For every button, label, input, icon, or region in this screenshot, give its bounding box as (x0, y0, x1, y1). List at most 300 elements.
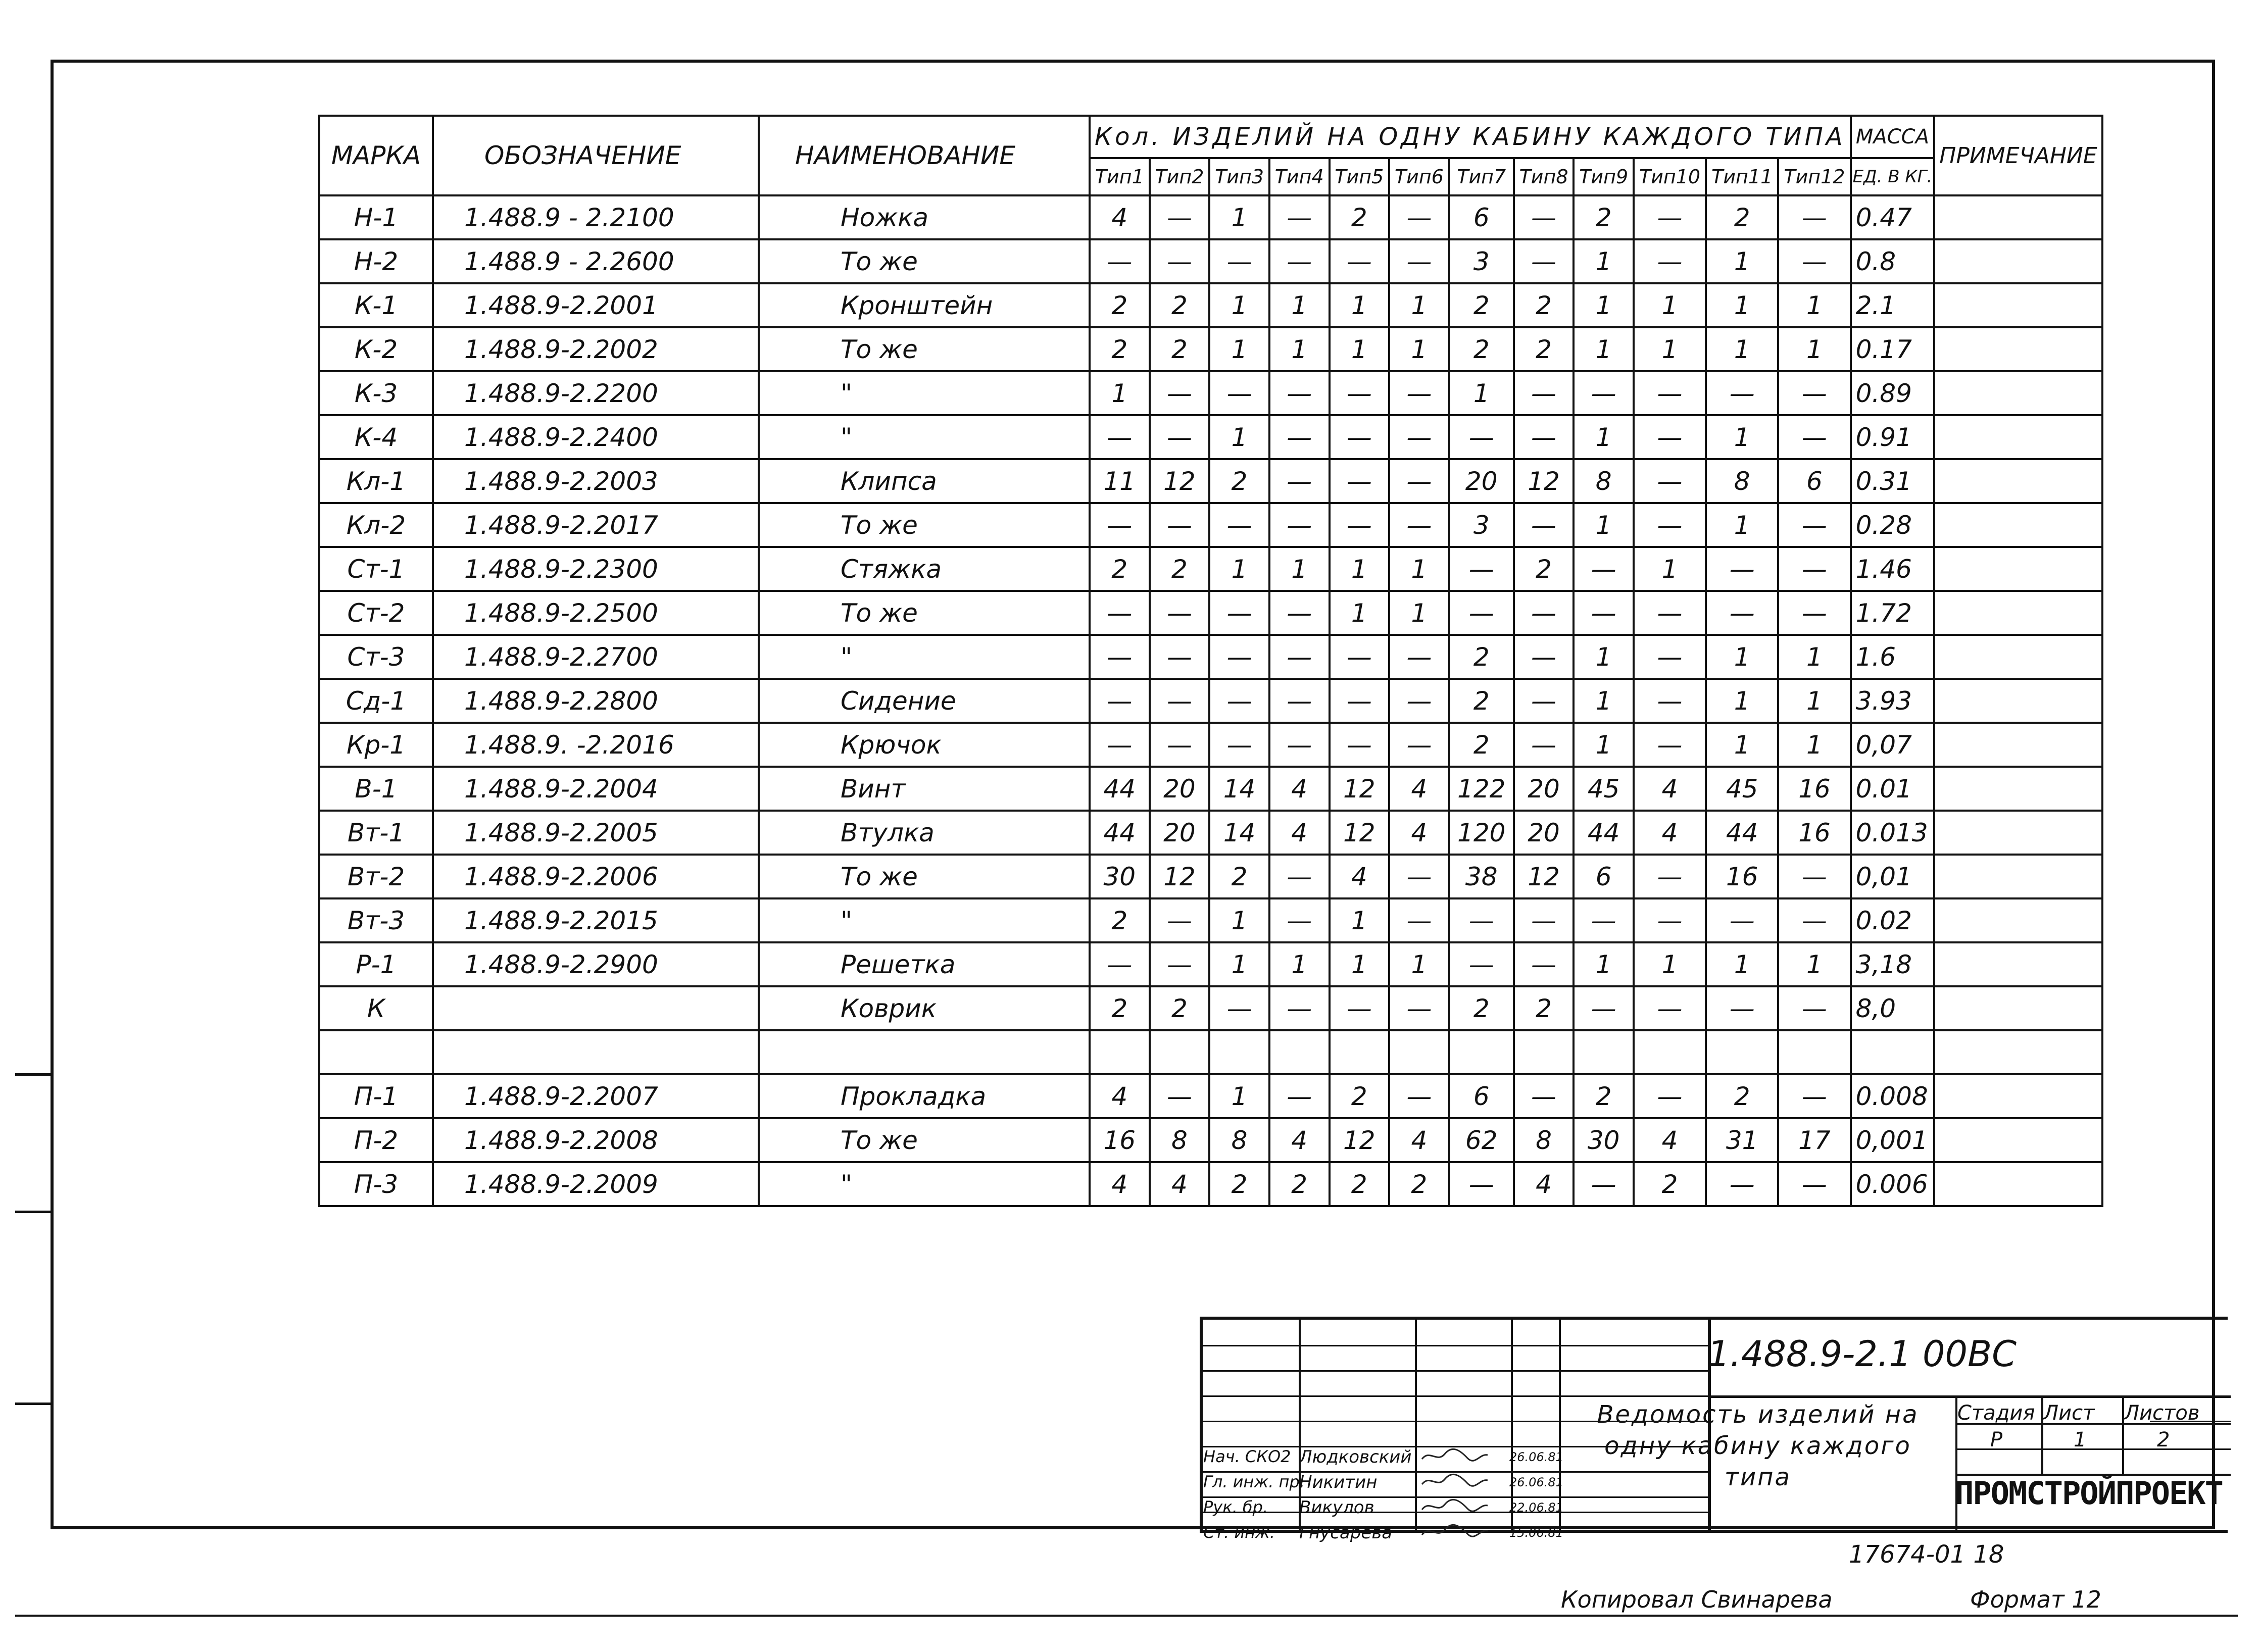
qty-cell: 1 (1706, 239, 1778, 283)
header-type: Тип1 (1090, 158, 1150, 195)
mass-cell: 0.31 (1851, 459, 1935, 503)
qty-cell: 1 (1706, 283, 1778, 327)
qty-cell: 1 (1209, 547, 1269, 591)
designation-cell: 1.488.9. -2.2016 (433, 723, 759, 767)
copied-by: Копировал Свинарева (1561, 1586, 1833, 1613)
qty-cell: 17 (1778, 1118, 1850, 1162)
qty-cell: 2 (1090, 327, 1150, 371)
qty-cell: — (1449, 898, 1514, 942)
qty-cell: 1 (1574, 239, 1634, 283)
qty-cell: 3 (1449, 503, 1514, 547)
qty-cell: 2 (1449, 986, 1514, 1030)
signature-mark (1419, 1448, 1490, 1463)
document-code: 1.488.9-2.1 00ВС (1707, 1333, 2017, 1375)
qty-cell: — (1269, 723, 1330, 767)
header-type: Тип6 (1389, 158, 1449, 195)
qty-cell: — (1778, 239, 1850, 283)
qty-cell: 2 (1209, 855, 1269, 898)
note-cell (1934, 283, 2102, 327)
qty-cell: 2 (1449, 723, 1514, 767)
note-cell (1934, 547, 2102, 591)
name-cell: То же (759, 239, 1090, 283)
qty-cell: — (1330, 415, 1390, 459)
qty-cell: 16 (1090, 1118, 1150, 1162)
qty-cell: — (1150, 415, 1210, 459)
qty-cell: 6 (1449, 195, 1514, 239)
qty-cell: 122 (1449, 767, 1514, 811)
qty-cell: 12 (1514, 459, 1574, 503)
qty-cell: — (1389, 855, 1449, 898)
qty-cell: — (1150, 635, 1210, 679)
qty-cell: 4 (1269, 767, 1330, 811)
qty-cell: — (1209, 986, 1269, 1030)
marka-cell: Кр-1 (319, 723, 433, 767)
qty-cell: — (1449, 415, 1514, 459)
qty-cell: 1 (1389, 942, 1449, 986)
mass-cell: 0.01 (1851, 767, 1935, 811)
qty-cell: 1 (1330, 547, 1390, 591)
mass-cell: 0.006 (1851, 1162, 1935, 1206)
qty-cell: 1 (1209, 195, 1269, 239)
qty-cell: — (1574, 371, 1634, 415)
qty-cell: 1 (1209, 283, 1269, 327)
qty-cell: 20 (1150, 811, 1210, 855)
marka-cell: К-4 (319, 415, 433, 459)
table-row (319, 679, 2102, 723)
marka-cell: Вт-2 (319, 855, 433, 898)
header-type: Тип8 (1514, 158, 1574, 195)
header-type: Тип7 (1449, 158, 1514, 195)
qty-cell: 1 (1574, 283, 1634, 327)
qty-cell: — (1634, 459, 1706, 503)
bottom-rule (15, 1615, 2238, 1617)
note-cell (1934, 459, 2102, 503)
mass-cell: 3,18 (1851, 942, 1935, 986)
qty-cell: — (1090, 591, 1150, 635)
qty-cell (1330, 1030, 1390, 1074)
qty-cell: 1 (1449, 371, 1514, 415)
qty-cell: — (1706, 898, 1778, 942)
qty-cell: 1 (1706, 503, 1778, 547)
designation-cell: 1.488.9-2.2006 (433, 855, 759, 898)
name-cell: То же (759, 327, 1090, 371)
qty-cell: 1 (1209, 942, 1269, 986)
name-cell: Сидение (759, 679, 1090, 723)
sheet-value: 1 (2074, 1428, 2087, 1451)
qty-cell: 2 (1209, 1162, 1269, 1206)
header-type: Тип9 (1574, 158, 1634, 195)
name-cell: Стяжка (759, 547, 1090, 591)
qty-cell: 8 (1150, 1118, 1210, 1162)
signer-role: Ст. инж. (1203, 1523, 1275, 1542)
qty-cell: 12 (1330, 1118, 1390, 1162)
qty-cell: — (1150, 195, 1210, 239)
qty-cell: 4 (1269, 811, 1330, 855)
qty-cell: — (1389, 195, 1449, 239)
qty-cell: 1 (1634, 547, 1706, 591)
qty-cell: 2 (1449, 679, 1514, 723)
note-cell (1934, 415, 2102, 459)
note-cell (1934, 811, 2102, 855)
qty-cell: 1 (1389, 591, 1449, 635)
qty-cell: 1 (1778, 635, 1850, 679)
qty-cell: 2 (1449, 283, 1514, 327)
qty-cell: 44 (1090, 767, 1150, 811)
qty-cell: 1 (1269, 283, 1330, 327)
qty-cell: — (1389, 415, 1449, 459)
qty-cell: 44 (1574, 811, 1634, 855)
qty-cell: — (1634, 371, 1706, 415)
qty-cell: 1 (1706, 327, 1778, 371)
qty-cell: — (1778, 195, 1850, 239)
mass-cell (1851, 1030, 1935, 1074)
name-cell: Коврик (759, 986, 1090, 1030)
document-title: Ведомость изделий на одну кабину каждого типа (1597, 1400, 1919, 1491)
qty-cell: 4 (1389, 1118, 1449, 1162)
note-cell (1934, 855, 2102, 898)
qty-cell: — (1209, 239, 1269, 283)
qty-cell: 2 (1330, 195, 1390, 239)
header-qty-group: Кол. ИЗДЕЛИЙ НА ОДНУ КАБИНУ КАЖДОГО ТИПА (1090, 116, 1851, 158)
qty-cell: — (1090, 503, 1150, 547)
qty-cell: — (1706, 986, 1778, 1030)
mass-cell: 0,01 (1851, 855, 1935, 898)
name-cell: " (759, 1162, 1090, 1206)
qty-cell: 2 (1449, 635, 1514, 679)
qty-cell: 2 (1330, 1074, 1390, 1118)
header-naimenovanie: НАИМЕНОВАНИЕ (759, 116, 1090, 195)
qty-cell: — (1778, 855, 1850, 898)
signature-mark (1419, 1473, 1490, 1488)
note-cell (1934, 371, 2102, 415)
qty-cell: 1 (1389, 547, 1449, 591)
qty-cell: — (1514, 723, 1574, 767)
qty-cell: — (1514, 371, 1574, 415)
qty-cell: — (1514, 635, 1574, 679)
name-cell: Ножка (759, 195, 1090, 239)
designation-cell: 1.488.9-2.2005 (433, 811, 759, 855)
qty-cell: 2 (1090, 898, 1150, 942)
qty-cell: 2 (1514, 283, 1574, 327)
table-row (319, 635, 2102, 679)
header-massa-unit: ЕД. В КГ. (1851, 158, 1935, 195)
marka-cell: К (319, 986, 433, 1030)
marka-cell: Н-1 (319, 195, 433, 239)
mass-cell: 0,001 (1851, 1118, 1935, 1162)
qty-cell: 4 (1090, 195, 1150, 239)
note-cell (1934, 1118, 2102, 1162)
qty-cell: — (1389, 503, 1449, 547)
mass-cell: 1.72 (1851, 591, 1935, 635)
name-cell: То же (759, 1118, 1090, 1162)
qty-cell: — (1574, 591, 1634, 635)
organization-name: ПРОМСТРОЙПРОЕКТ (1955, 1475, 2223, 1512)
designation-cell: 1.488.9-2.2400 (433, 415, 759, 459)
qty-cell: 44 (1090, 811, 1150, 855)
qty-cell: 1 (1209, 1074, 1269, 1118)
table-row (319, 371, 2102, 415)
qty-cell: — (1090, 723, 1150, 767)
qty-cell: — (1574, 986, 1634, 1030)
qty-cell: 1 (1330, 591, 1390, 635)
designation-cell: 1.488.9-2.2300 (433, 547, 759, 591)
name-cell: " (759, 635, 1090, 679)
designation-cell: 1.488.9-2.2004 (433, 767, 759, 811)
qty-cell: — (1389, 898, 1449, 942)
qty-cell: 1 (1330, 898, 1390, 942)
signer-role: Рук. бр. (1203, 1497, 1268, 1517)
marka-cell: В-1 (319, 767, 433, 811)
marka-cell: Вт-3 (319, 898, 433, 942)
qty-cell: 16 (1778, 811, 1850, 855)
designation-cell (433, 986, 759, 1030)
mass-cell: 0.8 (1851, 239, 1935, 283)
qty-cell: — (1330, 986, 1390, 1030)
qty-cell: — (1269, 855, 1330, 898)
qty-cell: 2 (1449, 327, 1514, 371)
qty-cell: 2 (1269, 1162, 1330, 1206)
table-row (319, 986, 2102, 1030)
qty-cell: 1 (1269, 547, 1330, 591)
qty-cell: — (1634, 239, 1706, 283)
qty-cell: — (1449, 942, 1514, 986)
qty-cell: 4 (1150, 1162, 1210, 1206)
note-cell (1934, 239, 2102, 283)
designation-cell: 1.488.9-2.2800 (433, 679, 759, 723)
qty-cell: — (1778, 503, 1850, 547)
qty-cell: 1 (1330, 327, 1390, 371)
qty-cell: 44 (1706, 811, 1778, 855)
qty-cell: — (1330, 371, 1390, 415)
qty-cell: — (1150, 679, 1210, 723)
qty-cell: 1 (1330, 283, 1390, 327)
mass-cell: 1.46 (1851, 547, 1935, 591)
qty-cell: 1 (1634, 942, 1706, 986)
table-row (319, 1030, 2102, 1074)
qty-cell: 8 (1706, 459, 1778, 503)
qty-cell: — (1209, 679, 1269, 723)
designation-cell: 1.488.9-2.2900 (433, 942, 759, 986)
header-type: Тип3 (1209, 158, 1269, 195)
table-row (319, 195, 2102, 239)
signer-date: 26.06.81 (1509, 1450, 1563, 1464)
qty-cell (1634, 1030, 1706, 1074)
signer-role: Нач. СКО2 (1203, 1447, 1291, 1466)
qty-cell: 11 (1090, 459, 1150, 503)
qty-cell: — (1514, 591, 1574, 635)
qty-cell: 1 (1706, 415, 1778, 459)
mass-cell: 0.02 (1851, 898, 1935, 942)
inventory-number: 17674-01 18 (1849, 1540, 2004, 1569)
qty-cell: 31 (1706, 1118, 1778, 1162)
qty-cell: — (1778, 986, 1850, 1030)
marka-cell: Ст-1 (319, 547, 433, 591)
note-cell (1934, 635, 2102, 679)
qty-cell: 1 (1634, 283, 1706, 327)
qty-cell: 16 (1778, 767, 1850, 811)
qty-cell: — (1389, 1074, 1449, 1118)
qty-cell: — (1330, 503, 1390, 547)
qty-cell: 12 (1330, 811, 1390, 855)
qty-cell: — (1634, 898, 1706, 942)
signer-name: Никитин (1299, 1472, 1378, 1492)
qty-cell: 8 (1574, 459, 1634, 503)
signer-role: Гл. инж. пр. (1203, 1472, 1305, 1491)
designation-cell: 1.488.9-2.2003 (433, 459, 759, 503)
qty-cell: — (1706, 591, 1778, 635)
name-cell: То же (759, 591, 1090, 635)
qty-cell: — (1330, 679, 1390, 723)
qty-cell: 1 (1706, 635, 1778, 679)
qty-cell (1389, 1030, 1449, 1074)
qty-cell: — (1150, 503, 1210, 547)
qty-cell: — (1389, 679, 1449, 723)
qty-cell: 4 (1514, 1162, 1574, 1206)
header-primechanie: ПРИМЕЧАНИЕ (1934, 116, 2102, 195)
qty-cell: 2 (1090, 283, 1150, 327)
qty-cell: — (1090, 635, 1150, 679)
qty-cell: 8 (1209, 1118, 1269, 1162)
designation-cell: 1.488.9 - 2.2600 (433, 239, 759, 283)
table-row (319, 503, 2102, 547)
mass-cell: 0.17 (1851, 327, 1935, 371)
table-row (319, 283, 2102, 327)
qty-cell: — (1778, 371, 1850, 415)
designation-cell: 1.488.9-2.2500 (433, 591, 759, 635)
signature-mark (1419, 1498, 1490, 1514)
qty-cell: — (1634, 855, 1706, 898)
qty-cell: — (1090, 679, 1150, 723)
mass-cell: 8,0 (1851, 986, 1935, 1030)
qty-cell: 1 (1269, 942, 1330, 986)
table-row (319, 547, 2102, 591)
qty-cell: 2 (1150, 986, 1210, 1030)
qty-cell: 4 (1330, 855, 1390, 898)
note-cell (1934, 1074, 2102, 1118)
name-cell: То же (759, 503, 1090, 547)
qty-cell: 2 (1389, 1162, 1449, 1206)
qty-cell: — (1634, 591, 1706, 635)
header-marka: МАРКА (319, 116, 433, 195)
marka-cell: Н-2 (319, 239, 433, 283)
signer-date: 15.06.81 (1509, 1526, 1563, 1540)
qty-cell: — (1269, 195, 1330, 239)
qty-cell: — (1514, 942, 1574, 986)
qty-cell: 1 (1574, 503, 1634, 547)
qty-cell: 20 (1514, 767, 1574, 811)
qty-cell: 1 (1389, 327, 1449, 371)
qty-cell: 62 (1449, 1118, 1514, 1162)
qty-cell: — (1150, 239, 1210, 283)
qty-cell: 2 (1706, 1074, 1778, 1118)
qty-cell: — (1090, 239, 1150, 283)
name-cell: Решетка (759, 942, 1090, 986)
qty-cell (1706, 1030, 1778, 1074)
qty-cell: — (1209, 503, 1269, 547)
qty-cell: — (1269, 239, 1330, 283)
designation-cell: 1.488.9-2.2007 (433, 1074, 759, 1118)
qty-cell (1449, 1030, 1514, 1074)
qty-cell: — (1514, 415, 1574, 459)
qty-cell: 1 (1634, 327, 1706, 371)
qty-cell: — (1269, 898, 1330, 942)
qty-cell: 1 (1574, 679, 1634, 723)
qty-cell: — (1150, 723, 1210, 767)
note-cell (1934, 1030, 2102, 1074)
table-row (319, 459, 2102, 503)
mass-cell: 0.013 (1851, 811, 1935, 855)
qty-cell: — (1389, 459, 1449, 503)
header-massa: МАССА (1851, 116, 1935, 158)
marka-cell: Сд-1 (319, 679, 433, 723)
qty-cell: — (1269, 503, 1330, 547)
qty-cell: — (1269, 459, 1330, 503)
qty-cell: — (1090, 942, 1150, 986)
qty-cell: 6 (1574, 855, 1634, 898)
mass-cell: 0.91 (1851, 415, 1935, 459)
qty-cell: 1 (1574, 415, 1634, 459)
mass-cell: 0.89 (1851, 371, 1935, 415)
qty-cell: — (1706, 371, 1778, 415)
note-cell (1934, 723, 2102, 767)
designation-cell: 1.488.9-2.2200 (433, 371, 759, 415)
qty-cell: — (1449, 591, 1514, 635)
table-row (319, 811, 2102, 855)
qty-cell: — (1706, 547, 1778, 591)
qty-cell: 4 (1634, 767, 1706, 811)
note-cell (1934, 503, 2102, 547)
marka-cell: Кл-1 (319, 459, 433, 503)
table-row (319, 1074, 2102, 1118)
qty-cell: 12 (1330, 767, 1390, 811)
qty-cell: — (1634, 635, 1706, 679)
designation-cell: 1.488.9-2.2008 (433, 1118, 759, 1162)
qty-cell: — (1778, 898, 1850, 942)
note-cell (1934, 1162, 2102, 1206)
signer-name: Викулов (1299, 1497, 1374, 1518)
note-cell (1934, 327, 2102, 371)
marka-cell: Ст-2 (319, 591, 433, 635)
name-cell: Втулка (759, 811, 1090, 855)
sheets-label: Листов (2124, 1401, 2200, 1425)
qty-cell: — (1514, 1074, 1574, 1118)
qty-cell: 4 (1389, 767, 1449, 811)
qty-cell: — (1209, 723, 1269, 767)
qty-cell: 45 (1574, 767, 1634, 811)
qty-cell: — (1269, 986, 1330, 1030)
note-cell (1934, 898, 2102, 942)
qty-cell: 14 (1209, 811, 1269, 855)
qty-cell: — (1269, 679, 1330, 723)
sheet-label: Лист (2043, 1401, 2095, 1425)
qty-cell: — (1269, 591, 1330, 635)
mass-cell: 3.93 (1851, 679, 1935, 723)
designation-cell: 1.488.9-2.2017 (433, 503, 759, 547)
designation-cell: 1.488.9-2.2002 (433, 327, 759, 371)
mass-cell: 0.008 (1851, 1074, 1935, 1118)
qty-cell: — (1778, 547, 1850, 591)
qty-cell: 2 (1209, 459, 1269, 503)
table-row (319, 1118, 2102, 1162)
qty-cell: — (1330, 239, 1390, 283)
header-type: Тип5 (1330, 158, 1390, 195)
name-cell: Кронштейн (759, 283, 1090, 327)
sheets-value: 2 (2157, 1428, 2170, 1451)
qty-cell: 1 (1209, 898, 1269, 942)
qty-cell: 2 (1090, 547, 1150, 591)
qty-cell: 2 (1330, 1162, 1390, 1206)
qty-cell: — (1574, 898, 1634, 942)
